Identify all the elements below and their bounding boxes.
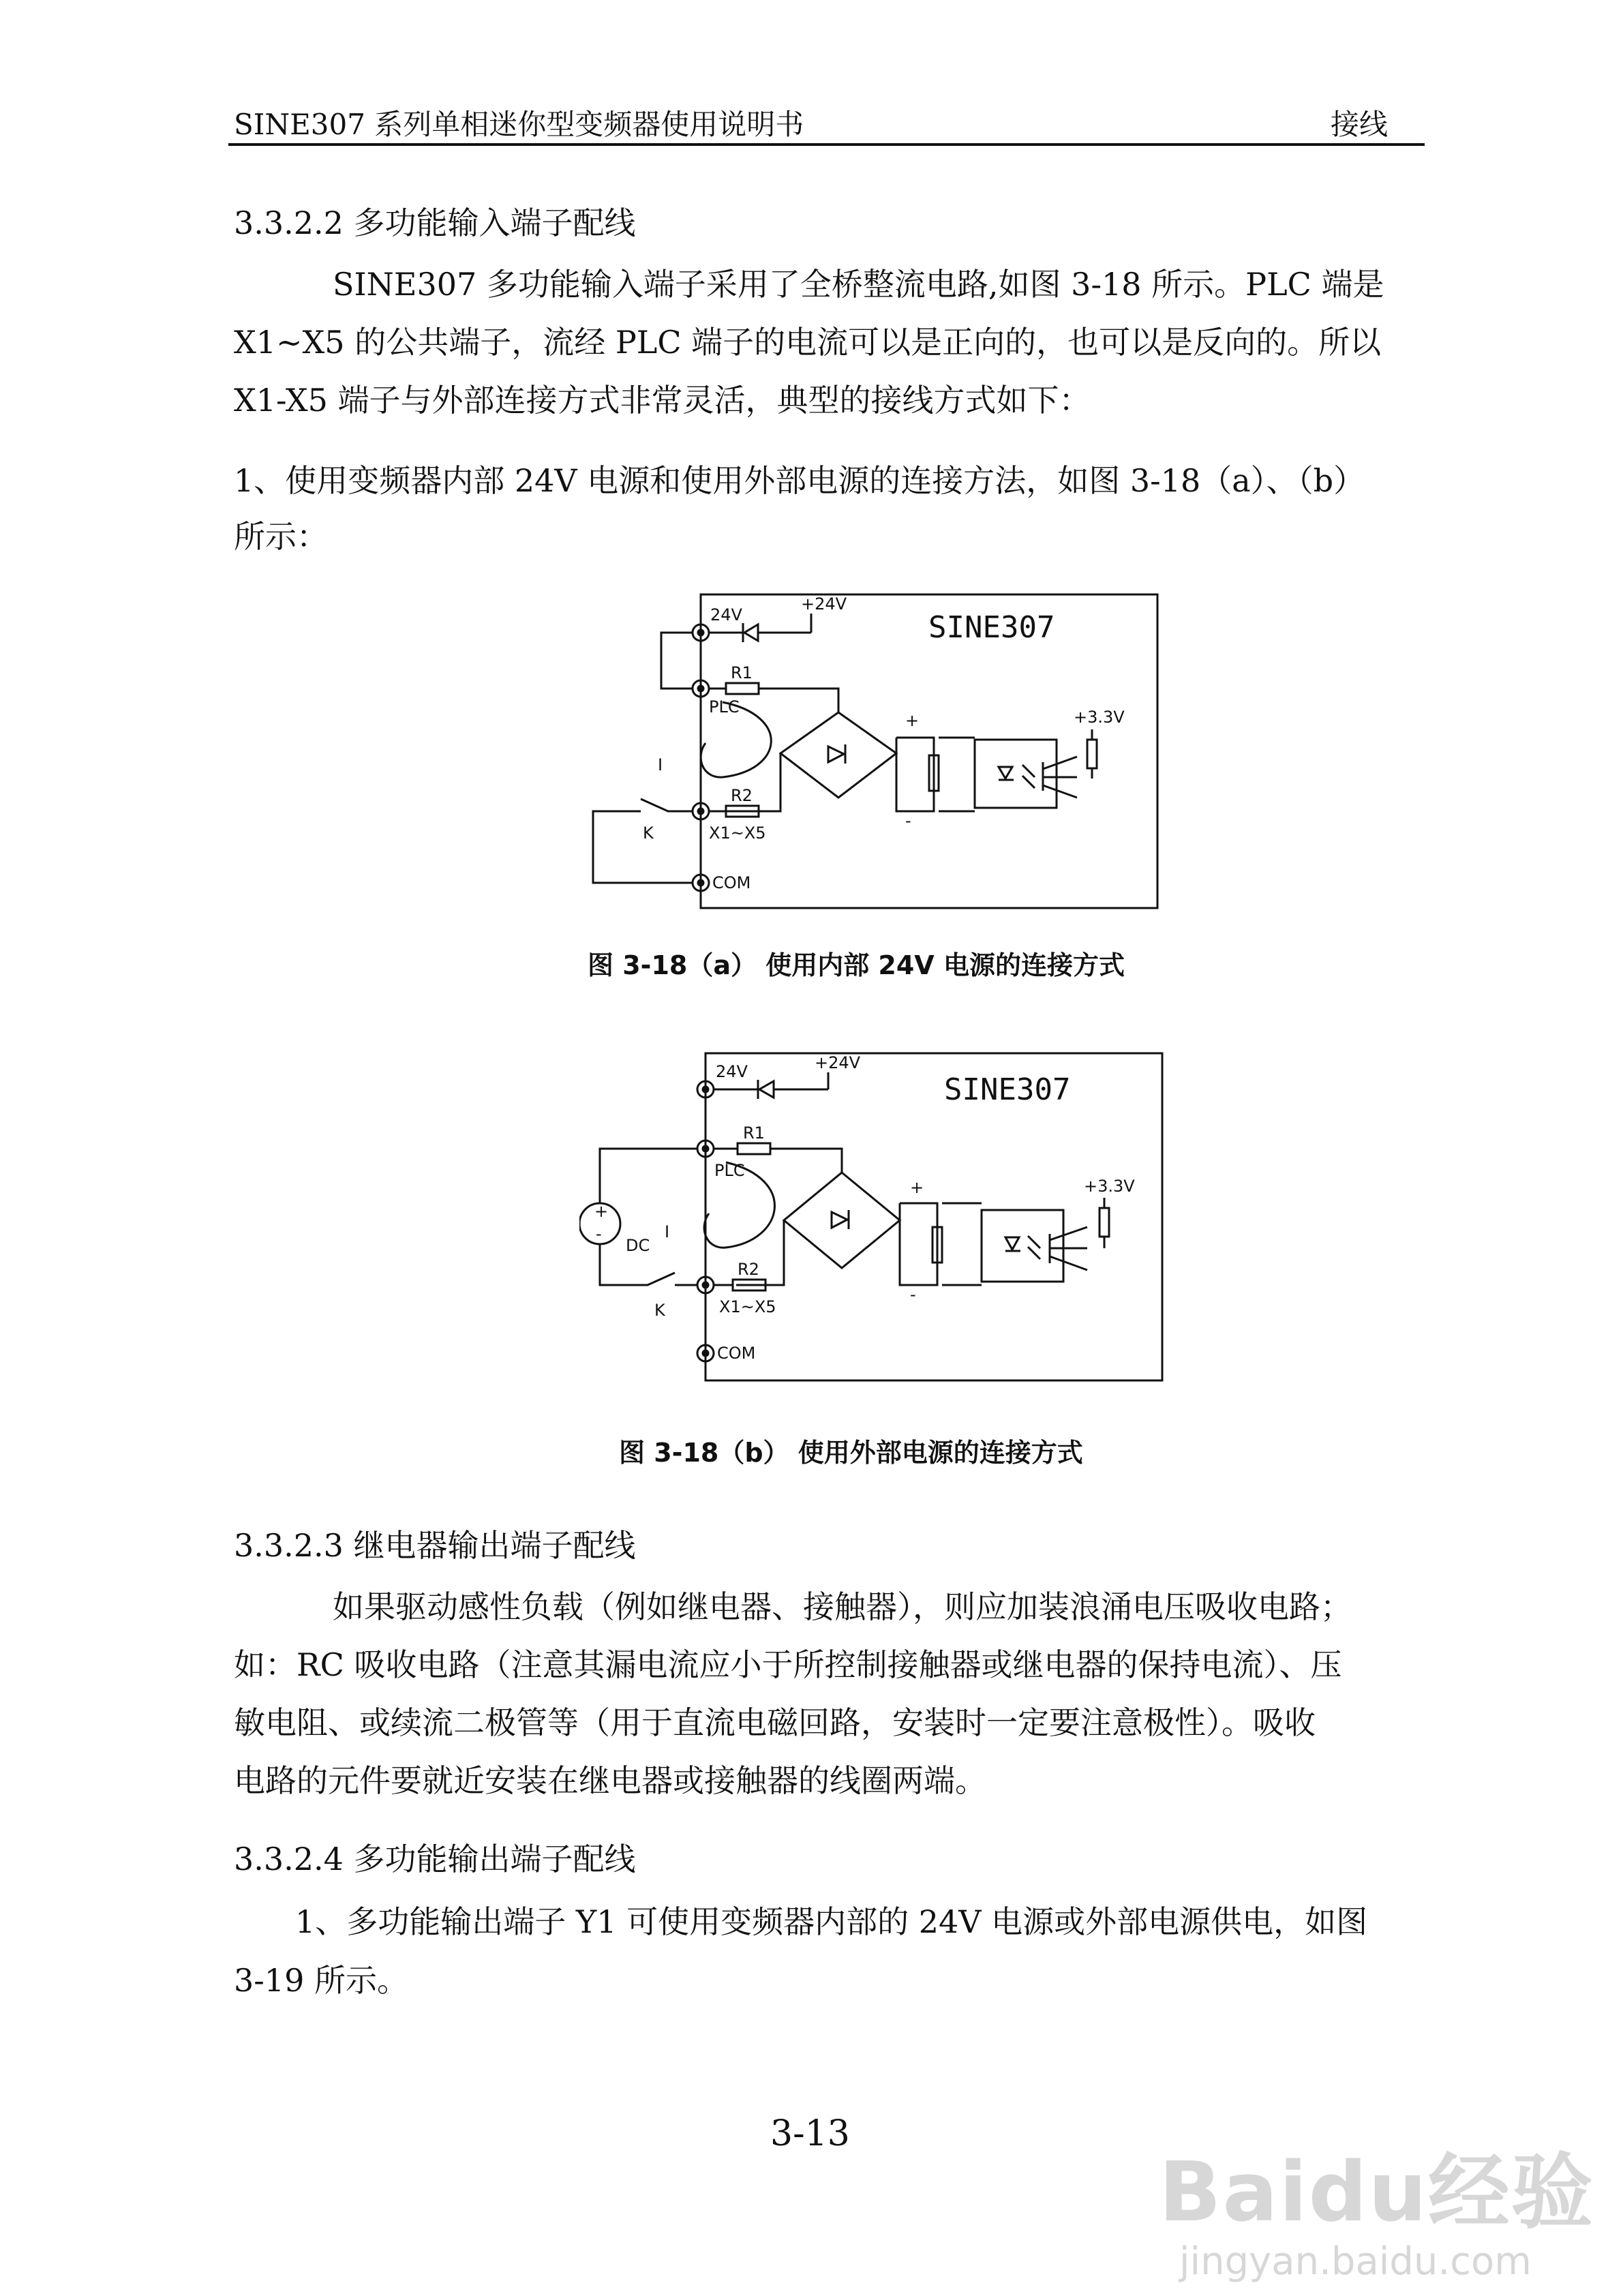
svg-text:+: + (594, 1202, 609, 1221)
svg-text:+: + (905, 711, 920, 730)
diode-24v (744, 624, 758, 641)
jumper-wire (661, 633, 693, 689)
page-number: 3-13 (770, 2113, 850, 2154)
paragraph-line: SINE307 多功能输入端子采用了全桥整流电路,如图 3-18 所示。PLC 端是 (333, 266, 1384, 303)
svg-text:+24V: +24V (801, 594, 847, 614)
svg-text:K: K (643, 824, 654, 843)
baidu-watermark-logo: Baidu经验 (1159, 2145, 1594, 2240)
svg-text:+3.3V: +3.3V (1084, 1177, 1135, 1196)
svg-text:COM: COM (712, 873, 751, 892)
figure-caption-a: 图 3-18（a） 使用内部 24V 电源的连接方式 (588, 950, 1125, 980)
svg-text:X1~X5: X1~X5 (709, 824, 766, 843)
svg-text:DC: DC (626, 1236, 650, 1255)
paragraph-line: 3-19 所示。 (234, 1962, 408, 1999)
paragraph-line: 电路的元件要就近安装在继电器或接触器的线圈两端。 (234, 1762, 986, 1799)
section-heading-3222: 3.3.2.2 多功能输入端子配线 (234, 205, 636, 241)
resistor-pullup (1099, 1208, 1109, 1237)
svg-text:R2: R2 (738, 1260, 759, 1279)
svg-text:X1~X5: X1~X5 (719, 1297, 776, 1316)
header-section: 接线 (1331, 108, 1389, 141)
svg-text:I: I (658, 755, 663, 774)
svg-text:+3.3V: +3.3V (1074, 708, 1125, 727)
svg-text:I: I (665, 1222, 670, 1241)
svg-text:PLC: PLC (709, 697, 740, 716)
svg-text:R1: R1 (743, 1123, 765, 1143)
svg-text:COM: COM (717, 1344, 756, 1363)
paragraph-line: 如果驱动感性负载（例如继电器、接触器），则应加装浪涌电压吸收电路； (333, 1588, 1352, 1625)
svg-text:K: K (654, 1301, 665, 1320)
optocoupler (982, 1210, 1063, 1282)
header-rule (228, 143, 1425, 146)
paragraph-line: 1、使用变频器内部 24V 电源和使用外部电源的连接方法，如图 3-18（a）、（b） (234, 462, 1365, 499)
optocoupler (975, 740, 1057, 808)
resistor-r1 (738, 1143, 770, 1154)
baidu-watermark-url: jingyan.baidu.com (1179, 2239, 1532, 2284)
diode-24v (759, 1081, 774, 1098)
section-heading-3224: 3.3.2.4 多功能输出端子配线 (234, 1841, 636, 1877)
svg-text:+24V: +24V (815, 1053, 861, 1072)
inverter-label: SINE307 (928, 610, 1055, 645)
figure-caption-b: 图 3-18（b） 使用外部电源的连接方式 (619, 1438, 1083, 1468)
svg-text:R1: R1 (731, 663, 753, 682)
resistor-pullup (1087, 740, 1097, 768)
inverter-box (706, 1053, 1162, 1380)
svg-text:-: - (910, 1285, 916, 1304)
section-heading-3223: 3.3.2.3 继电器输出端子配线 (234, 1527, 636, 1564)
svg-text:PLC: PLC (714, 1161, 745, 1180)
figure-3-18a-diagram (586, 586, 1172, 920)
paragraph-line: 如：RC 吸收电路（注意其漏电流应小于所控制接触器或继电器的保持电流）、压 (234, 1646, 1342, 1683)
svg-text:R2: R2 (731, 786, 753, 805)
paragraph-line: X1-X5 端子与外部连接方式非常灵活，典型的接线方式如下： (234, 382, 1091, 419)
paragraph-line: X1~X5 的公共端子，流经 PLC 端子的电流可以是正向的，也可以是反向的。所以 (234, 324, 1382, 361)
svg-text:-: - (596, 1224, 602, 1243)
paragraph-line: 1、多功能输出端子 Y1 可使用变频器内部的 24V 电源或外部电源供电，如图 (295, 1903, 1368, 1940)
svg-text:24V: 24V (710, 605, 742, 624)
svg-text:+: + (910, 1178, 924, 1197)
paragraph-line: 敏电阻、或续流二极管等（用于直流电磁回路，安装时一定要注意极性）。吸收 (234, 1704, 1316, 1741)
figure-3-18b-diagram (579, 1046, 1179, 1387)
resistor-r1 (726, 683, 759, 694)
header-title: SINE307 系列单相迷你型变频器使用说明书 (234, 108, 804, 141)
paragraph-line: 所示： (234, 518, 328, 555)
svg-text:24V: 24V (716, 1062, 748, 1081)
inverter-label: SINE307 (944, 1072, 1071, 1107)
svg-text:-: - (905, 811, 911, 830)
